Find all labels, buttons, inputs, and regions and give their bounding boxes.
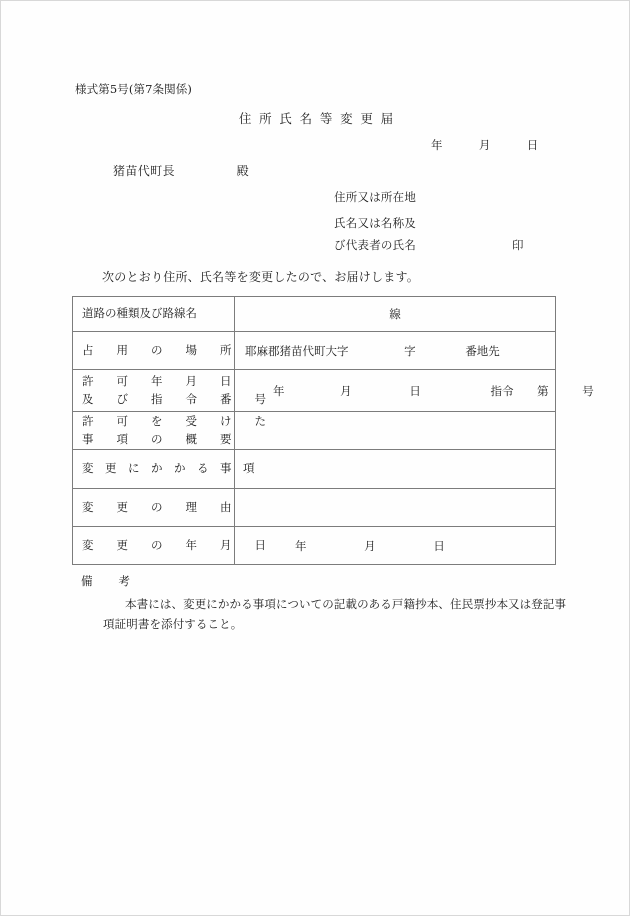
notes-heading-char2: 考 [118, 574, 131, 588]
label-line: 道路の種類及び路線名 [82, 306, 197, 321]
label-line: 許 可 を 受 け た [82, 413, 272, 428]
label-line: 及 び 指 令 番 号 [82, 391, 272, 406]
row-label-change-reason [73, 489, 238, 527]
table-row [73, 412, 556, 450]
table-row [73, 370, 556, 412]
row-label-occupancy-place [73, 332, 238, 370]
label-line: 事 項 の 概 要 [82, 431, 238, 446]
row-value-permit-date-number[interactable] [235, 370, 594, 412]
table-row [73, 489, 556, 527]
place-line [245, 343, 545, 359]
permit-number-prefix: 第 [537, 383, 549, 398]
place-municipality: 耶麻郡猪苗代町大字 [245, 343, 349, 358]
date-month-label: 月 [478, 138, 491, 152]
permit-year-label: 年 [273, 383, 285, 398]
applicant-name-label-line2: び代表者の氏名 [334, 238, 417, 252]
row-label-permitted-matters [73, 412, 272, 450]
label-line: 占 用 の 場 所 [82, 342, 238, 357]
table-row [73, 297, 556, 332]
place-aza-label: 字 [404, 343, 416, 358]
row-label-change-date [73, 527, 272, 565]
addressee-honorific: 殿 [236, 164, 250, 178]
place-banchi-label: 番地先 [465, 343, 500, 358]
permit-day-label: 日 [409, 383, 421, 398]
label-line: 変 更 に か か る 事 項 [82, 461, 255, 476]
row-label-road-type [73, 297, 235, 332]
row-value-permitted-matters[interactable] [235, 412, 556, 450]
label-line: 変 更 の 理 由 [82, 499, 238, 514]
addressee-name: 猪苗代町長 [113, 164, 175, 178]
label-line: 許 可 年 月 日 [82, 373, 238, 388]
permit-line [245, 383, 594, 399]
table-row [73, 450, 556, 489]
change-date-line [245, 538, 545, 554]
label-line: 変 更 の 年 月 日 [82, 537, 272, 552]
date-year-label: 年 [431, 138, 443, 152]
change-month-label: 月 [364, 538, 376, 553]
date-day-label: 日 [526, 138, 539, 152]
row-label-changed-items [73, 450, 255, 489]
row-value-change-reason[interactable] [235, 489, 556, 527]
applicant-address-label: 住所又は所在地 [334, 190, 417, 204]
row-value-changed-items[interactable] [235, 450, 556, 489]
permit-number-suffix: 号 [582, 383, 594, 398]
notes-body: 本書には、変更にかかる事項についての記載のある戸籍抄本、住民票抄本又は登記事項証明書を添付すること。 [103, 597, 567, 632]
change-year-label: 年 [295, 538, 307, 553]
form-code: 様式第5号(第7条関係) [75, 82, 192, 96]
statement-text: 次のとおり住所、氏名等を変更したので、お届けします。 [102, 270, 420, 284]
route-suffix: 線 [389, 307, 401, 321]
page-title: 住所氏名等変更届 [238, 111, 401, 126]
table-row [73, 332, 556, 370]
notes-section [81, 573, 571, 634]
submission-date-line [431, 137, 539, 153]
table-row [73, 527, 556, 565]
row-value-road-type[interactable] [235, 297, 556, 332]
notes-heading-char1: 備 [81, 574, 93, 588]
change-day-label: 日 [433, 538, 445, 553]
row-value-occupancy-place[interactable] [235, 332, 556, 370]
addressee [113, 162, 249, 179]
row-value-change-date[interactable] [235, 527, 556, 565]
permit-month-label: 月 [340, 383, 352, 398]
seal-mark: 印 [512, 238, 524, 252]
permit-order-label: 指令 [490, 383, 514, 398]
change-details-table [72, 296, 594, 565]
applicant-name-label-line1: 氏名又は名称及 [334, 216, 417, 230]
row-label-permit-date-number [73, 370, 272, 412]
notes-heading [81, 573, 571, 589]
